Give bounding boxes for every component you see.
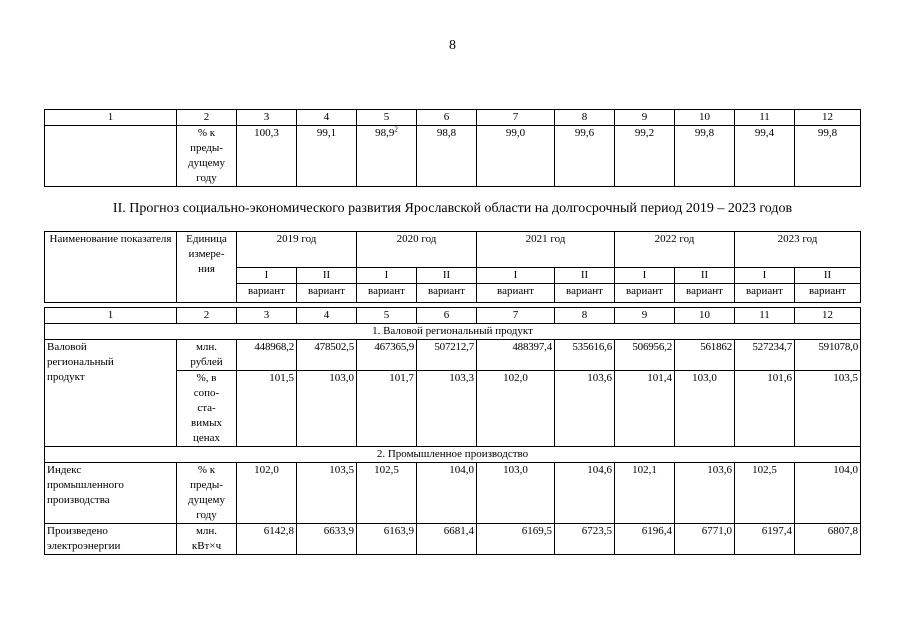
- value-cell: 101,6: [735, 371, 795, 447]
- indicator-name-line: региональный: [47, 356, 114, 368]
- indicator-name-line: производства: [47, 494, 110, 506]
- unit-line: преды-: [190, 479, 223, 491]
- col-number: 8: [555, 308, 615, 324]
- table-row: [45, 126, 861, 187]
- variant-number: I: [615, 268, 675, 284]
- value-cell: 103,0: [477, 463, 555, 524]
- variant-label: вариант: [555, 284, 615, 303]
- value-cell: 561862: [675, 340, 735, 371]
- continuation-table: [44, 109, 861, 187]
- value-cell: 100,3: [237, 126, 297, 187]
- value-cell: 6633,9: [297, 524, 357, 555]
- unit-header-line: Единица: [186, 233, 227, 245]
- variant-number: I: [357, 268, 417, 284]
- unit-line: % к: [197, 127, 216, 139]
- col-number: 6: [417, 308, 477, 324]
- col-number: 6: [417, 110, 477, 126]
- year-header: 2022 год: [615, 232, 735, 268]
- indicator-name: [45, 340, 177, 447]
- value-cell: 99,2: [615, 126, 675, 187]
- indicator-name-line: Индекс: [47, 464, 82, 476]
- variant-number: II: [555, 268, 615, 284]
- section-heading: II. Прогноз социально-экономического развития Ярославской области на долгосрочный период 2019 – 2023 годов: [112, 201, 793, 216]
- col-number: 12: [795, 110, 861, 126]
- table-row: [45, 463, 861, 524]
- section-title-row: [45, 447, 861, 463]
- unit-header: [177, 232, 237, 303]
- value-cell: 104,0: [417, 463, 477, 524]
- unit-line: %, в: [196, 372, 217, 384]
- variant-label: вариант: [237, 284, 297, 303]
- value-cell: 488397,4: [477, 340, 555, 371]
- value-cell: 104,6: [555, 463, 615, 524]
- value-cell: [357, 126, 417, 187]
- section-title: 1. Валовой региональный продукт: [45, 324, 861, 340]
- col-number: 11: [735, 110, 795, 126]
- value-cell: 467365,9: [357, 340, 417, 371]
- value-cell: 6771,0: [675, 524, 735, 555]
- col-number: 10: [675, 110, 735, 126]
- col-number: 9: [615, 308, 675, 324]
- footnote-mark: 2: [394, 125, 398, 134]
- col-number: 7: [477, 110, 555, 126]
- value-cell: 478502,5: [297, 340, 357, 371]
- value-cell: 103,3: [417, 371, 477, 447]
- value-cell: 103,6: [555, 371, 615, 447]
- value-cell: 99,8: [675, 126, 735, 187]
- unit-line: году: [196, 172, 217, 184]
- value-cell: 101,4: [615, 371, 675, 447]
- indicator-name-line: промышленного: [47, 479, 124, 491]
- col-number: 3: [237, 308, 297, 324]
- value-cell: 99,1: [297, 126, 357, 187]
- indicator-name: [45, 524, 177, 555]
- value-cell: 448968,2: [237, 340, 297, 371]
- value-cell: 102,5: [357, 463, 417, 524]
- col-number: 2: [177, 308, 237, 324]
- unit-line: дущему: [188, 157, 225, 169]
- indicator-name-line: Валовой: [47, 341, 87, 353]
- unit-line: ценах: [192, 432, 221, 444]
- indicator-name-line: продукт: [47, 371, 85, 383]
- indicator-name: [45, 463, 177, 524]
- unit-cell: [177, 371, 237, 447]
- table-row: [45, 524, 861, 555]
- variant-number: I: [477, 268, 555, 284]
- section-title: 2. Промышленное производство: [45, 447, 861, 463]
- unit-line: рублей: [190, 356, 223, 368]
- forecast-header-table: [44, 231, 861, 303]
- value-cell: 6163,9: [357, 524, 417, 555]
- value-cell: 6196,4: [615, 524, 675, 555]
- indicator-name-line: Произведено: [47, 525, 108, 537]
- unit-line: дущему: [188, 494, 225, 506]
- value-cell: 6681,4: [417, 524, 477, 555]
- variant-label: вариант: [297, 284, 357, 303]
- col-number: 8: [555, 110, 615, 126]
- variant-label: вариант: [357, 284, 417, 303]
- value-cell: 527234,7: [735, 340, 795, 371]
- col-number: 5: [357, 110, 417, 126]
- value-cell: 591078,0: [795, 340, 861, 371]
- variant-number: II: [297, 268, 357, 284]
- value-cell: 6142,8: [237, 524, 297, 555]
- year-header: 2019 год: [237, 232, 357, 268]
- col-number: 7: [477, 308, 555, 324]
- col-number: 10: [675, 308, 735, 324]
- value-cell: 103,5: [795, 371, 861, 447]
- value-cell: 103,6: [675, 463, 735, 524]
- unit-line: преды-: [190, 142, 223, 154]
- value-text: 98,9: [375, 127, 395, 139]
- value-cell: 102,5: [735, 463, 795, 524]
- value-cell: 102,0: [237, 463, 297, 524]
- col-number: 4: [297, 110, 357, 126]
- unit-cell: [177, 463, 237, 524]
- value-cell: 102,1: [615, 463, 675, 524]
- variant-number: I: [735, 268, 795, 284]
- value-cell: 101,5: [237, 371, 297, 447]
- value-cell: 507212,7: [417, 340, 477, 371]
- col-number: 11: [735, 308, 795, 324]
- variant-number: II: [675, 268, 735, 284]
- unit-header-line: ния: [198, 263, 215, 275]
- column-number-row: [45, 110, 861, 126]
- unit-header-line: измере-: [188, 248, 225, 260]
- value-cell: 506956,2: [615, 340, 675, 371]
- value-cell: 104,0: [795, 463, 861, 524]
- col-number: 3: [237, 110, 297, 126]
- forecast-body-table: [44, 307, 861, 555]
- section-title-row: [45, 324, 861, 340]
- variant-number: I: [237, 268, 297, 284]
- col-number: 9: [615, 110, 675, 126]
- indicator-name-cell: [45, 126, 177, 187]
- variant-label: вариант: [615, 284, 675, 303]
- value-cell: 6807,8: [795, 524, 861, 555]
- variant-label: вариант: [477, 284, 555, 303]
- unit-cell: [177, 126, 237, 187]
- value-cell: 99,8: [795, 126, 861, 187]
- value-cell: 6723,5: [555, 524, 615, 555]
- value-cell: 6197,4: [735, 524, 795, 555]
- value-cell: 98,8: [417, 126, 477, 187]
- variant-label: вариант: [735, 284, 795, 303]
- col-number: 2: [177, 110, 237, 126]
- year-header: 2023 год: [735, 232, 861, 268]
- value-cell: 99,0: [477, 126, 555, 187]
- indicator-name-line: электроэнергии: [47, 540, 121, 552]
- value-cell: 103,0: [297, 371, 357, 447]
- variant-label: вариант: [675, 284, 735, 303]
- variant-label: вариант: [795, 284, 861, 303]
- value-cell: 103,0: [675, 371, 735, 447]
- col-number: 1: [45, 308, 177, 324]
- year-header: 2021 год: [477, 232, 615, 268]
- unit-line: ста-: [197, 402, 216, 414]
- unit-line: вимых: [191, 417, 222, 429]
- column-number-row: [45, 308, 861, 324]
- value-cell: 6169,5: [477, 524, 555, 555]
- value-cell: 99,6: [555, 126, 615, 187]
- unit-cell: [177, 524, 237, 555]
- year-header: 2020 год: [357, 232, 477, 268]
- value-cell: 103,5: [297, 463, 357, 524]
- unit-line: % к: [197, 464, 216, 476]
- unit-line: сопо-: [193, 387, 220, 399]
- variant-number: II: [417, 268, 477, 284]
- unit-line: году: [196, 509, 217, 521]
- table-row: [45, 340, 861, 371]
- value-cell: 99,4: [735, 126, 795, 187]
- indicator-name-header: Наименование показателя: [45, 232, 177, 303]
- value-cell: 102,0: [477, 371, 555, 447]
- unit-line: кВт×ч: [191, 540, 222, 552]
- value-cell: 101,7: [357, 371, 417, 447]
- col-number: 1: [45, 110, 177, 126]
- unit-cell: [177, 340, 237, 371]
- col-number: 5: [357, 308, 417, 324]
- unit-line: млн.: [195, 525, 218, 537]
- variant-label: вариант: [417, 284, 477, 303]
- col-number: 12: [795, 308, 861, 324]
- unit-line: млн.: [195, 341, 218, 353]
- page-number: 8: [449, 38, 456, 53]
- value-cell: 535616,6: [555, 340, 615, 371]
- col-number: 4: [297, 308, 357, 324]
- variant-number: II: [795, 268, 861, 284]
